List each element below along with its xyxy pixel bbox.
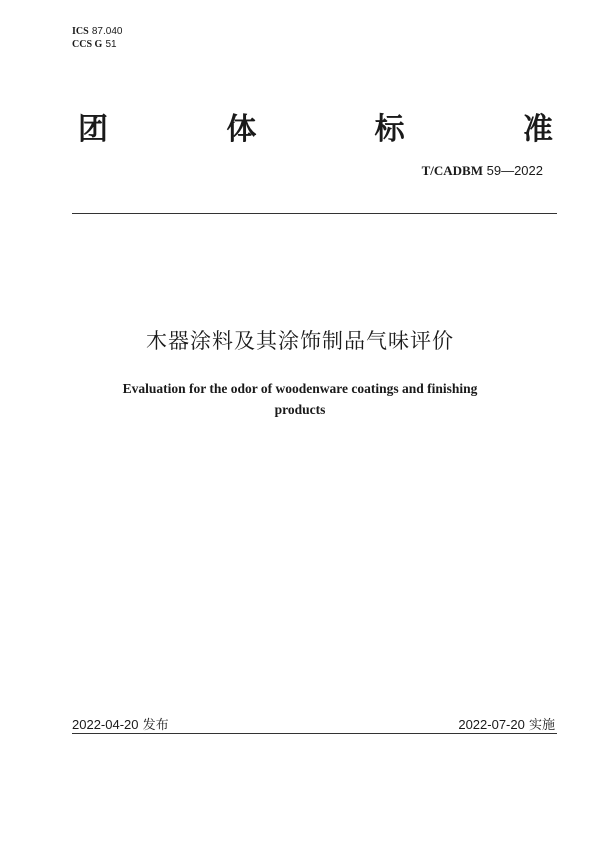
implement-date: 2022-07-20 <box>458 717 525 732</box>
publish-date-block <box>72 714 169 733</box>
ccs-label: CCS G <box>72 39 103 50</box>
bottom-divider <box>72 733 557 734</box>
ics-label: ICS <box>72 26 89 37</box>
doc-type-char: 团 <box>78 112 108 147</box>
document-type-heading <box>78 110 553 150</box>
document-number-year: 59—2022 <box>483 163 543 178</box>
english-title-line: Evaluation for the odor of woodenware coatings and finishing <box>122 381 478 396</box>
doc-type-char: 体 <box>226 112 257 147</box>
english-title <box>100 378 500 420</box>
top-divider <box>72 213 557 214</box>
implement-label: 实施 <box>528 718 555 733</box>
implement-date-block <box>458 714 555 733</box>
publish-date: 2022-04-20 <box>72 717 139 732</box>
classification-block <box>72 25 122 51</box>
document-number-code: T/CADBM <box>421 163 483 178</box>
doc-type-char: 准 <box>522 112 553 147</box>
ccs-row <box>72 38 122 51</box>
publish-label: 发布 <box>142 718 169 733</box>
chinese-title: 木器涂料及其涂饰制品气味评价 <box>146 329 454 353</box>
ics-row <box>72 25 122 38</box>
english-title-line: products <box>274 402 326 417</box>
ccs-value: 51 <box>105 39 117 50</box>
doc-type-char: 标 <box>374 112 405 147</box>
ics-value: 87.040 <box>91 26 123 37</box>
document-number <box>422 163 543 179</box>
